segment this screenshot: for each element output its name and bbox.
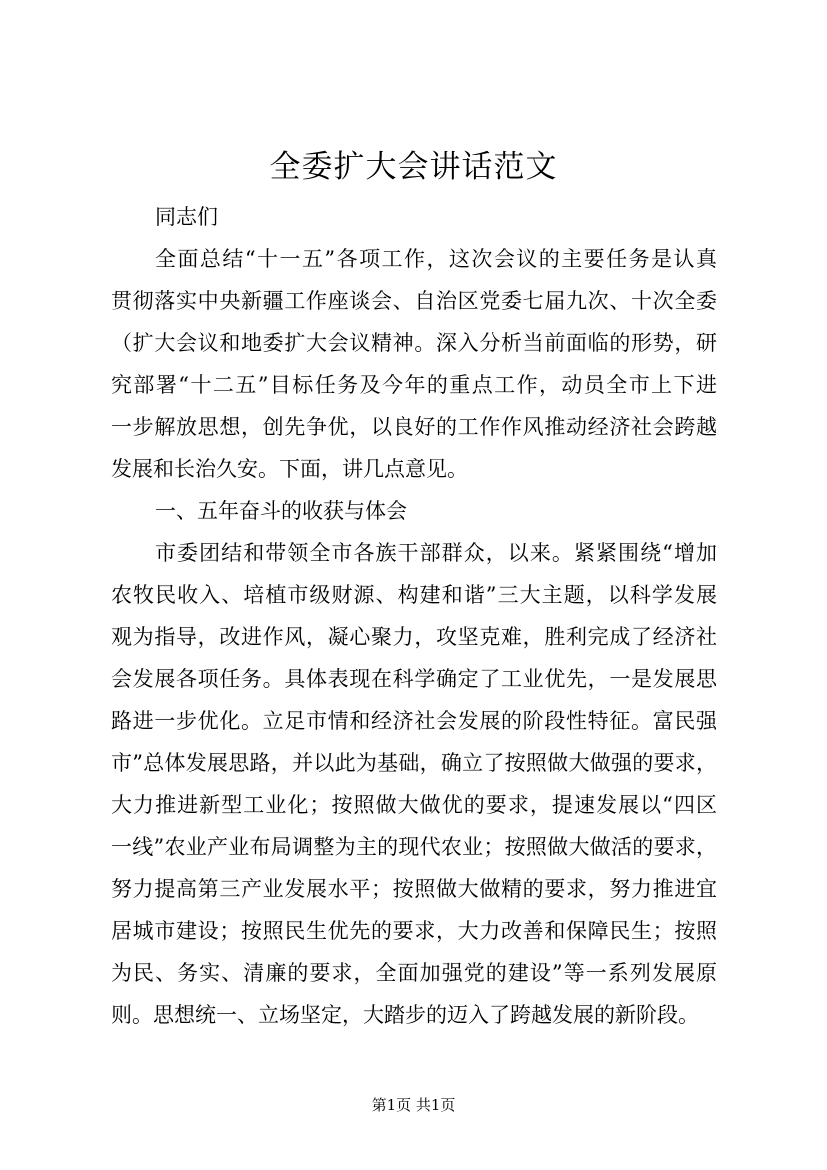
text-line: 为民、务实、清廉的要求，全面加强党的建设”等一系列发展原	[111, 961, 717, 985]
text-line: 一线”农业产业布局调整为主的现代农业；按照做大做活的要求，	[111, 835, 717, 859]
text-line: 贯彻落实中央新疆工作座谈会、自治区党委七届九次、十次全委	[111, 289, 717, 313]
text-line: 全面总结“十一五”各项工作，这次会议的主要任务是认真	[155, 247, 717, 271]
text-line: 居城市建设；按照民生优先的要求，大力改善和保障民生；按照	[111, 919, 717, 943]
text-line: 市”总体发展思路，并以此为基础，确立了按照做大做强的要求，	[111, 751, 717, 775]
text-line: 会发展各项任务。具体表现在科学确定了工业优先，一是发展思	[111, 667, 717, 691]
text-line: 则。思想统一、立场坚定，大踏步的迈入了跨越发展的新阶段。	[111, 1003, 699, 1027]
section-heading: 一、五年奋斗的收获与体会	[155, 499, 407, 523]
text-line: 大力推进新型工业化；按照做大做优的要求，提速发展以“四区	[111, 793, 717, 817]
text-line: 发展和长治久安。下面，讲几点意见。	[111, 457, 468, 481]
text-line: 农牧民收入、培植市级财源、构建和谐”三大主题，以科学发展	[111, 583, 717, 607]
page-footer: 第1页 共1页	[371, 1096, 456, 1114]
document-title: 全委扩大会讲话范文	[269, 149, 558, 185]
document-body	[111, 196, 717, 1036]
text-line: 究部署“十二五”目标任务及今年的重点工作，动员全市上下进	[111, 373, 717, 397]
text-line: 一步解放思想，创先争优，以良好的工作作风推动经济社会跨越	[111, 415, 717, 439]
text-line: 努力提高第三产业发展水平；按照做大做精的要求，努力推进宜	[111, 877, 717, 901]
text-line: 市委团结和带领全市各族干部群众，以来。紧紧围绕“增加	[155, 541, 717, 565]
text-line: 观为指导，改进作风，凝心聚力，攻坚克难，胜利完成了经济社	[111, 625, 717, 649]
text-line: 路进一步优化。立足市情和经济社会发展的阶段性特征。富民强	[111, 709, 717, 733]
text-line: 同志们	[155, 205, 218, 229]
text-line: （扩大会议和地委扩大会议精神。深入分析当前面临的形势，研	[111, 331, 717, 355]
